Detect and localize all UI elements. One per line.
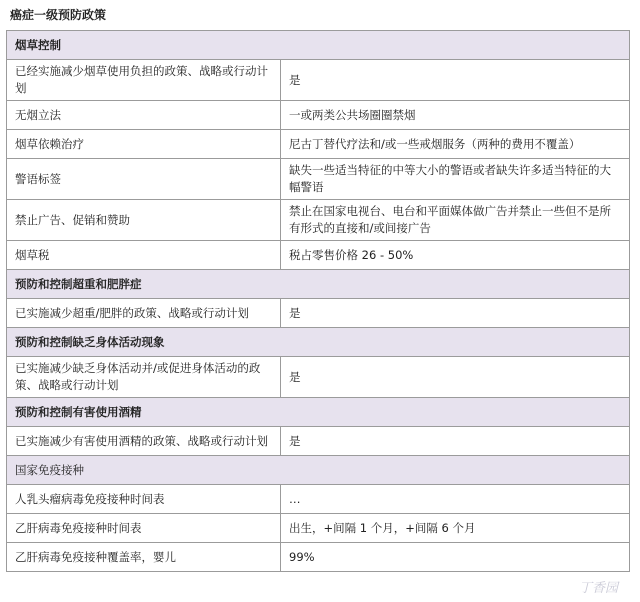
section-title: 预防和控制超重和肥胖症 xyxy=(7,270,630,299)
section-title: 国家免疫接种 xyxy=(7,456,630,485)
section-title: 烟草控制 xyxy=(7,31,630,60)
section-header xyxy=(7,456,630,485)
table-row xyxy=(7,485,630,514)
section-header xyxy=(7,398,630,427)
policy-label-cell: 已实施减少超重/肥胖的政策、战略或行动计划 xyxy=(7,299,281,328)
policy-value-cell: 是 xyxy=(281,427,630,456)
policy-label-cell: 烟草依赖治疗 xyxy=(7,130,281,159)
table-row xyxy=(7,427,630,456)
policy-value-cell: 是 xyxy=(281,357,630,398)
policy-label-cell: 人乳头瘤病毒免疫接种时间表 xyxy=(7,485,281,514)
section-header xyxy=(7,31,630,60)
table-row xyxy=(7,543,630,572)
policy-label-cell: 已实施减少有害使用酒精的政策、战略或行动计划 xyxy=(7,427,281,456)
page-title: 癌症一级预防政策 xyxy=(10,8,107,22)
policy-label-cell: 乙肝病毒免疫接种覆盖率，婴儿 xyxy=(7,543,281,572)
table-row xyxy=(7,200,630,241)
policy-value-cell: … xyxy=(281,485,630,514)
policy-value-cell: 是 xyxy=(281,299,630,328)
policy-value-cell: 尼古丁替代疗法和/或一些戒烟服务（两种的费用不覆盖） xyxy=(281,130,630,159)
policy-label-cell: 乙肝病毒免疫接种时间表 xyxy=(7,514,281,543)
section-header xyxy=(7,270,630,299)
table-row xyxy=(7,357,630,398)
section-header xyxy=(7,328,630,357)
section-title: 预防和控制有害使用酒精 xyxy=(7,398,630,427)
table-row xyxy=(7,101,630,130)
policy-label-cell: 已实施减少缺乏身体活动并/或促进身体活动的政策、战略或行动计划 xyxy=(7,357,281,398)
policy-value-cell: 是 xyxy=(281,60,630,101)
policy-value-cell: 出生，+间隔 1 个月，+间隔 6 个月 xyxy=(281,514,630,543)
table-row xyxy=(7,514,630,543)
policy-value-cell: 缺失一些适当特征的中等大小的警语或者缺失许多适当特征的大幅警语 xyxy=(281,159,630,200)
table-row xyxy=(7,159,630,200)
policy-label-cell: 禁止广告、促销和赞助 xyxy=(7,200,281,241)
policy-label-cell: 已经实施减少烟草使用负担的政策、战略或行动计划 xyxy=(7,60,281,101)
policy-table xyxy=(6,30,630,572)
section-title: 预防和控制缺乏身体活动现象 xyxy=(7,328,630,357)
policy-label-cell: 无烟立法 xyxy=(7,101,281,130)
policy-table-body xyxy=(7,31,630,572)
policy-value-cell: 一或两类公共场圈圈禁烟 xyxy=(281,101,630,130)
watermark-logo: 丁香园 xyxy=(578,581,618,596)
policy-value-cell: 99% xyxy=(281,543,630,572)
policy-label-cell: 烟草税 xyxy=(7,241,281,270)
table-row xyxy=(7,130,630,159)
policy-value-cell: 禁止在国家电视台、电台和平面媒体做广告并禁止一些但不是所有形式的直接和/或间接广告 xyxy=(281,200,630,241)
table-row xyxy=(7,241,630,270)
policy-label-cell: 警语标签 xyxy=(7,159,281,200)
table-row xyxy=(7,299,630,328)
policy-value-cell: 税占零售价格 26 - 50% xyxy=(281,241,630,270)
table-row xyxy=(7,60,630,101)
